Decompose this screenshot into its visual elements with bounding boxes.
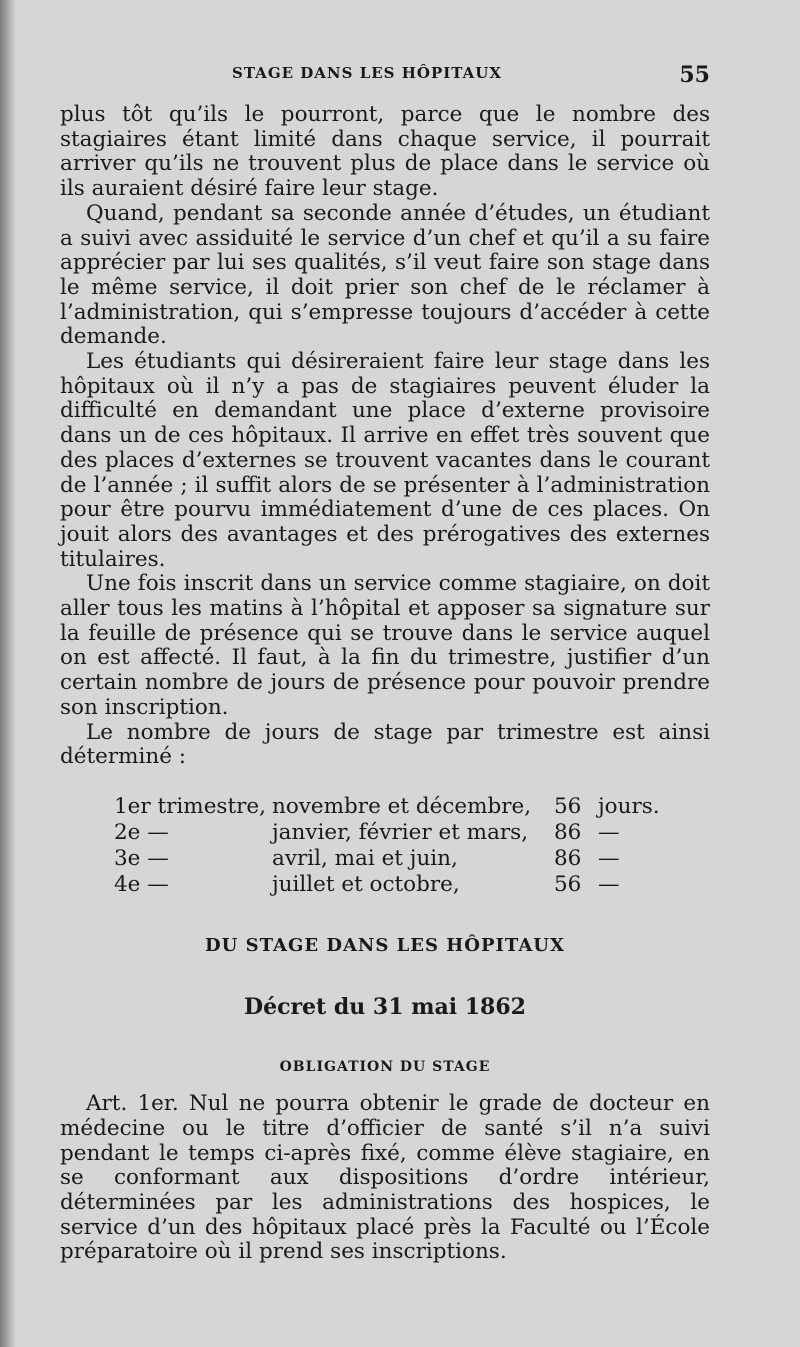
months-cell: janvier, février et mars, xyxy=(272,819,529,845)
days-cell: 56 xyxy=(554,871,582,897)
paragraph: plus tôt qu’ils le pourront, parce que le nombre des stagiaires étant limité dans chaque service, il pourrait arriver qu’ils ne trouvent plus de place dans le service où ils auraient désiré faire leur stage. xyxy=(60,102,710,202)
page-number: 55 xyxy=(679,62,710,88)
unit-cell: — xyxy=(598,845,620,871)
days-cell: 56 xyxy=(554,793,582,819)
body-text xyxy=(60,103,710,1265)
running-title: STAGE DANS LES HÔPITAUX xyxy=(232,64,502,82)
paragraph: Quand, pendant sa seconde année d’études, un étudiant a suivi avec assiduité le service d’un chef et qu’il a su faire apprécier par lui ses qualités, s’il veut faire son stage dans le même service, il doit prier son chef de le réclamer à l’administration, qui s’empresse toujours d’accéder à cette demande. xyxy=(60,200,710,350)
paragraph: Le nombre de jours de stage par trimestre est ainsi déterminé : xyxy=(60,719,710,770)
trimestre-cell: 4e — xyxy=(114,871,169,897)
months-cell: novembre et décembre, xyxy=(272,793,532,819)
obligation-title: OBLIGATION DU STAGE xyxy=(279,1059,491,1076)
trimestre-cell: 2e — xyxy=(114,819,169,845)
table-row xyxy=(114,846,710,872)
unit-cell: — xyxy=(598,819,620,845)
paragraph: Les étudiants qui désireraient faire leur stage dans les hôpitaux où il n’y a pas de stagiaires peuvent éluder la difficulté en demandant une place d’externe provisoire dans un de ces hôpitaux. Il arrive en effet très souvent que des places d’externes se trouvent vacantes dans le courant de l’année ; il suffit alors de se présenter à l’administration pour être pourvu immédiatement d’une de ces places. On jouit alors des avantages et des prérogatives des externes titulaires. xyxy=(60,349,710,572)
months-cell: avril, mai et juin, xyxy=(272,845,458,871)
decree-title: Décret du 31 mai 1862 xyxy=(244,993,526,1020)
unit-cell: jours. xyxy=(598,793,660,819)
days-cell: 86 xyxy=(554,819,582,845)
trimestre-cell: 1er trimestre, xyxy=(114,793,266,819)
trimestre-cell: 3e — xyxy=(114,845,169,871)
page-edge-shadow xyxy=(0,0,16,1347)
table-row xyxy=(114,820,710,846)
trimestre-table xyxy=(114,794,710,898)
section-title: DU STAGE DANS LES HÔPITAUX xyxy=(205,934,565,956)
table-row xyxy=(114,872,710,898)
article-1: Art. 1er. Nul ne pourra obtenir le grade de docteur en médecine ou le titre d’officier de santé s’il n’a suivi pendant le temps ci-après fixé, comme élève stagiaire, en se conformant aux dispositions d’ordre intérieur, déterminées par les administrations des hospices, le service d’un des hôpitaux placé près la Faculté ou l’École préparatoire où il prend ses inscriptions. xyxy=(60,1091,710,1265)
unit-cell: — xyxy=(598,871,620,897)
days-cell: 86 xyxy=(554,845,582,871)
paragraph: Une fois inscrit dans un service comme stagiaire, on doit aller tous les matins à l’hôpital et apposer sa signature sur la feuille de présence qui se trouve dans le service auquel on est affecté. Il faut, à la fin du trimestre, justifier d’un certain nombre de jours de présence pour pouvoir prendre son inscription. xyxy=(60,571,710,720)
months-cell: juillet et octobre, xyxy=(272,871,460,897)
running-head xyxy=(60,62,710,92)
table-row xyxy=(114,794,710,820)
